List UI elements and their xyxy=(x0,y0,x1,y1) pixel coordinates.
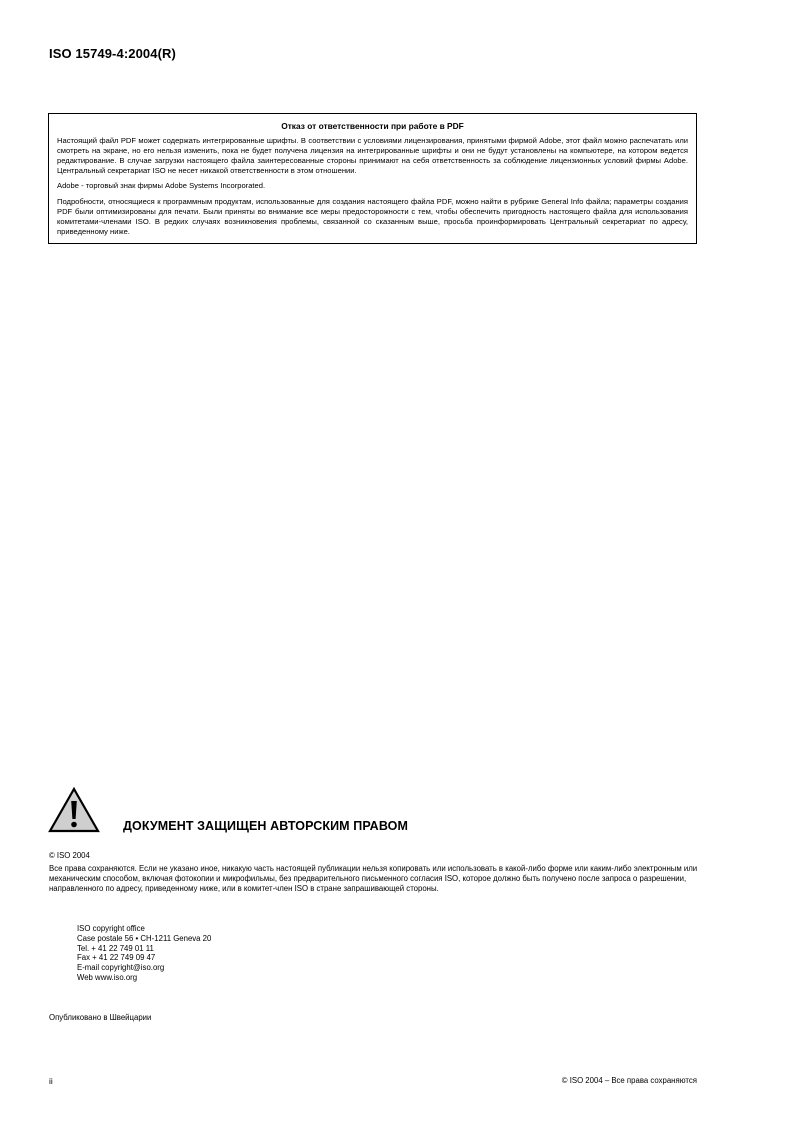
disclaimer-title: Отказ от ответственности при работе в PDF xyxy=(281,121,464,131)
disclaimer-paragraph: Подробности, относящиеся к программным продуктам, использованные для создания настоящего файла PDF, можно найти в рубрике General Info файла; параметры создания PDF были оптимизированы для печати. Были приняты во внимание все меры предосторожности с тем, чтобы обеспечить пригодность настоящего файла для использования комитетами-членами ISO. В редких случаях возникновения проблемы, связанной со сказанным выше, просьба проинформировать Центральный секретариат по адресу, приведенному ниже. xyxy=(57,196,688,236)
contact-email: E-mail copyright@iso.org xyxy=(77,963,165,973)
footer-copyright: © ISO 2004 – Все права сохраняются xyxy=(561,1076,697,1085)
contact-fax: Fax + 41 22 749 09 47 xyxy=(77,953,156,963)
iso-contact-block xyxy=(77,924,211,983)
contact-phone: Tel. + 41 22 749 01 11 xyxy=(77,943,154,953)
contact-office: ISO copyright office xyxy=(77,924,145,933)
document-id: ISO 15749-4:2004(R) xyxy=(49,46,176,61)
warning-triangle-icon xyxy=(48,787,100,833)
copyright-heading: ДОКУМЕНТ ЗАЩИЩЕН АВТОРСКИМ ПРАВОМ xyxy=(123,819,408,833)
contact-web: Web www.iso.org xyxy=(77,972,138,982)
disclaimer-paragraph: Настоящий файл PDF может содержать интегрированные шрифты. В соответствии с условиями лицензирования, принятыми фирмой Adobe, этот файл можно распечатать или смотреть на экране, но его нельзя изменить, пока не будет получена лицензия на интегрированные шрифты и они не будут установлены на компьютере, на котором ведется редактирование. В случае загрузки настоящего файла заинтересованные стороны принимают на себя ответственность за соблюдение лицензионных условий фирмы Adobe. Центральный секретариат ISO не несет никакой ответственности в этом отношении. xyxy=(57,136,688,176)
copyright-year: © ISO 2004 xyxy=(49,851,90,860)
page-number: ii xyxy=(49,1076,53,1086)
pdf-disclaimer-box xyxy=(48,113,697,244)
contact-address: Case postale 56 • CH-1211 Geneva 20 xyxy=(77,933,212,943)
published-in: Опубликовано в Швейцарии xyxy=(49,1013,152,1022)
disclaimer-paragraph: Adobe - торговый знак фирмы Adobe Systems Incorporated. xyxy=(57,181,266,191)
copyright-notice: Все права сохраняются. Если не указано иное, никакую часть настоящей публикации нельзя копировать или использовать в какой-либо форме или каким-либо электронным или механическим способом, включая фотокопии и микрофильмы, без предварительного письменного согласия ISO, которое должно быть получено после запроса о разрешении, направленного по адресу, приведенному ниже, или в комитет-член ISO в стране запрашивающей стороны. xyxy=(49,864,698,894)
